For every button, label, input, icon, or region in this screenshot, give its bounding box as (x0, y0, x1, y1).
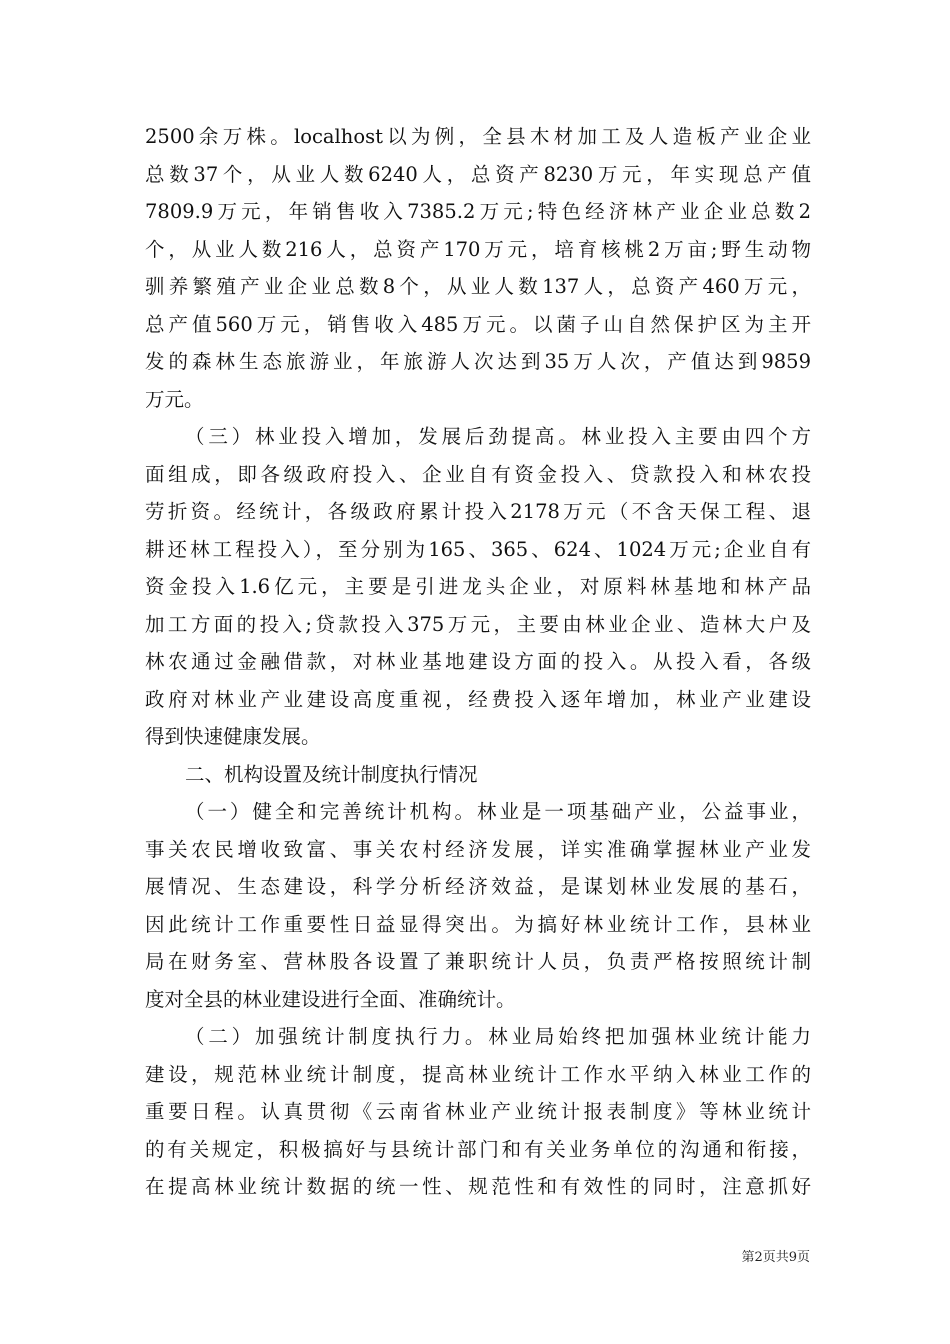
text-line: 的有关规定，积极搞好与县统计部门和有关业务单位的沟通和衔接， (145, 1137, 811, 1161)
text-line: 加工方面的投入;贷款投入375万元，主要由林业企业、造林大户及 (145, 612, 811, 636)
text-line: 展情况、生态建设，科学分析经济效益，是谋划林业发展的基石， (145, 875, 811, 898)
text-line: 政府对林业产业建设高度重视，经费投入逐年增加，林业产业建设 (145, 687, 811, 711)
text-line: 2500余万株。localhost以为例，全县木材加工及人造板产业企业 (145, 125, 811, 148)
text-line: 劳折资。经统计，各级政府累计投入2178万元（不含天保工程、退 (145, 500, 811, 523)
document-body (145, 118, 811, 1206)
text-line: 林农通过金融借款，对林业基地建设方面的投入。从投入看，各级 (145, 650, 811, 673)
text-line: 局在财务室、营林股各设置了兼职统计人员，负责严格按照统计制 (145, 950, 811, 973)
text-line: 重要日程。认真贯彻《云南省林业产业统计报表制度》等林业统计 (145, 1100, 811, 1123)
text-line: 发的森林生态旅游业，年旅游人次达到35万人次，产值达到9859 (145, 350, 811, 373)
paragraph-heading-1: （一）健全和完善统计机构。林业是一项基础产业，公益事业， (185, 800, 811, 823)
text-line: 资金投入1.6亿元，主要是引进龙头企业，对原料林基地和林产品 (145, 575, 811, 598)
text-line: 总数37个，从业人数6240人，总资产8230万元，年实现总产值 (145, 162, 811, 186)
text-line: 耕还林工程投入），至分别为165、365、624、1024万元;企业自有 (145, 537, 811, 561)
text-line: 万元。 (145, 387, 204, 411)
text-line: 得到快速健康发展。 (145, 725, 321, 748)
text-line: 7809.9万元，年销售收入7385.2万元;特色经济林产业企业总数2 (145, 200, 811, 223)
text-line: 驯养繁殖产业企业总数8个，从业人数137人，总资产460万元， (145, 275, 811, 298)
text-line: 因此统计工作重要性日益显得突出。为搞好林业统计工作，县林业 (145, 912, 811, 936)
page-number-footer: 第2页共9页 (741, 1250, 810, 1265)
section-heading: 二、机构设置及统计制度执行情况 (185, 762, 478, 786)
text-line: 总产值560万元，销售收入485万元。以菌子山自然保护区为主开 (145, 312, 811, 336)
text-line: 在提高林业统计数据的统一性、规范性和有效性的同时，注意抓好 (145, 1175, 811, 1198)
text-line: 建设，规范林业统计制度，提高林业统计工作水平纳入林业工作的 (145, 1062, 811, 1086)
paragraph-heading-3: （三）林业投入增加，发展后劲提高。林业投入主要由四个方 (185, 425, 811, 448)
text-line: 度对全县的林业建设进行全面、准确统计。 (145, 987, 516, 1011)
text-line: 事关农民增收致富、事关农村经济发展，详实准确掌握林业产业发 (145, 837, 811, 861)
paragraph-heading-2: （二）加强统计制度执行力。林业局始终把加强林业统计能力 (185, 1025, 811, 1048)
text-line: 面组成，即各级政府投入、企业自有资金投入、贷款投入和林农投 (145, 462, 811, 486)
text-line: 个，从业人数216人，总资产170万元，培育核桃2万亩;野生动物 (145, 237, 811, 261)
